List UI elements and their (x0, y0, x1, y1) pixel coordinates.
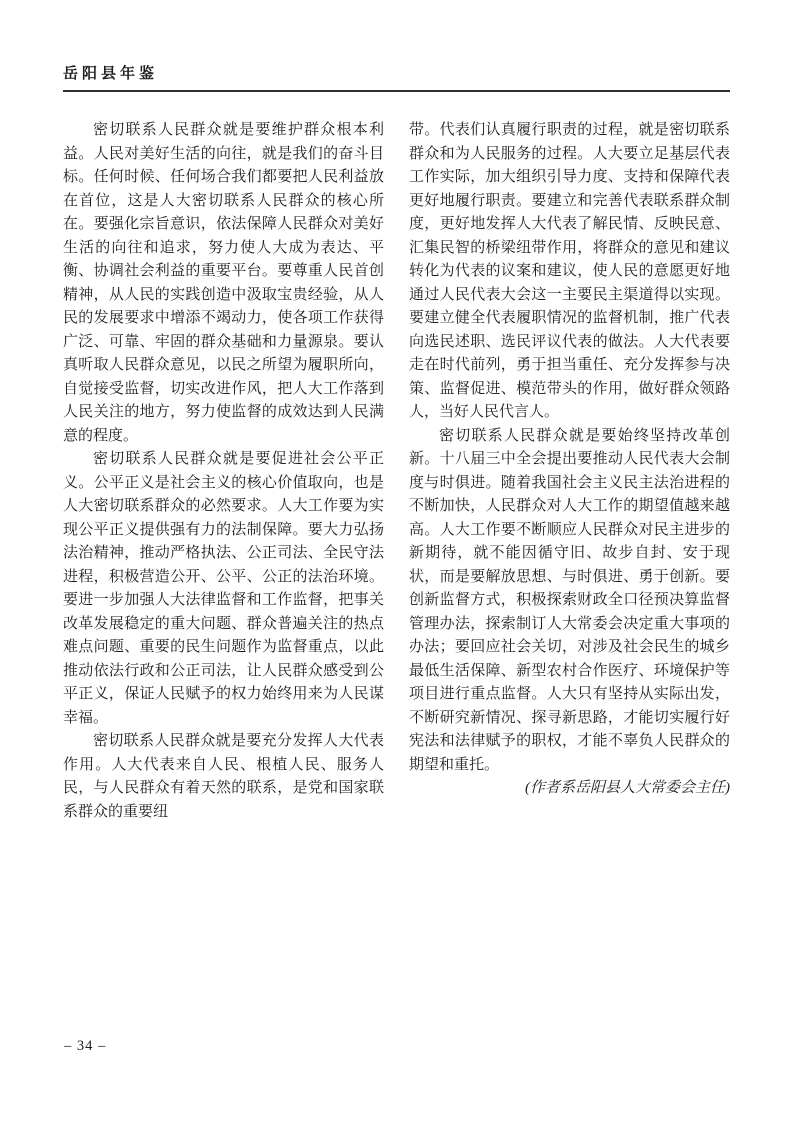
right-column (409, 119, 730, 824)
page-title: 岳阳县年鉴 (63, 66, 159, 82)
article-body (63, 119, 730, 824)
running-header (63, 0, 730, 92)
article-paragraph: 密切联系人民群众就是要始终坚持改革创新。十八届三中全会提出要推动人民代表大会制度与时俱进。随着我国社会主义民主法治进程的不断加快，人民群众对人大工作的期望值越来越高。人大工作要不断顺应人民群众对民主进步的新期待，就不能因循守旧、故步自封、安于现状，而是要解放思想、与时俱进、勇于创新。要创新监督方式，积极探索财政全口径预决算监督管理办法，探索制订人大常委会决定重大事项的办法；要回应社会关切，对涉及社会民生的城乡最低生活保障、新型农村合作医疗、环境保护等项目进行重点监督。人大只有坚持从实际出发，不断研究新情况、探寻新思路，才能切实履行好宪法和法律赋予的职权，才能不辜负人民群众的期望和重托。 (409, 427, 730, 773)
article-paragraph: 密切联系人民群众就是要促进社会公平正义。公平正义是社会主义的核心价值取向，也是人大密切联系群众的必然要求。人大工作要为实现公平正义提供强有力的法制保障。要大力弘扬法治精神，推动严格执法、公正司法、全民守法进程，积极营造公开、公平、公正的法治环境。要进一步加强人大法律监督和工作监督，把事关改革发展稳定的重大问题、群众普遍关注的热点难点问题、重要的民生问题作为监督重点，以此推动依法行政和公正司法，让人民群众感受到公平正义，保证人民赋予的权力始终用来为人民谋幸福。 (63, 451, 384, 726)
left-column (63, 119, 384, 824)
author-attribution: (作者系岳阳县人大常委会主任) (525, 780, 730, 796)
article-paragraph-continuation: 带。代表们认真履行职责的过程，就是密切联系群众和为人民服务的过程。人大要立足基层代表工作实际，加大组织引导力度、支持和保障代表更好地履行职责。要建立和完善代表联系群众制度，更好地发挥人大代表了解民情、反映民意、汇集民智的桥梁纽带作用，将群众的意见和建议转化为代表的议案和建议，使人民的意愿更好地通过人民代表大会这一主要民主渠道得以实现。要建立健全代表履职情况的监督机制，推广代表向选民述职、选民评议代表的做法。人大代表要走在时代前列，勇于担当重任、充分发挥参与决策、监督促进、模范带头的作用，做好群众领路人，当好人民代言人。 (409, 122, 730, 420)
page-number: – 34 – (64, 1038, 107, 1054)
page-content (63, 0, 730, 824)
article-paragraph: 密切联系人民群众就是要充分发挥人大代表作用。人大代表来自人民、根植人民、服务人民，与人民群众有着天然的联系，是党和国家联系群众的重要纽 (63, 733, 384, 820)
article-paragraph: 密切联系人民群众就是要维护群众根本利益。人民对美好生活的向往，就是我们的奋斗目标。任何时候、任何场合我们都要把人民利益放在首位，这是人大密切联系人民群众的核心所在。要强化宗旨意识，依法保障人民群众对美好生活的向往和追求，努力使人大成为表达、平衡、协调社会利益的重要平台。要尊重人民首创精神，从人民的实践创造中汲取宝贵经验，从人民的发展要求中增添不竭动力，使各项工作获得广泛、可靠、牢固的群众基础和力量源泉。要认真听取人民群众意见，以民之所望为履职所向，自觉接受监督，切实改进作风，把人大工作落到人民关注的地方，努力使监督的成效达到人民满意的程度。 (63, 122, 384, 444)
